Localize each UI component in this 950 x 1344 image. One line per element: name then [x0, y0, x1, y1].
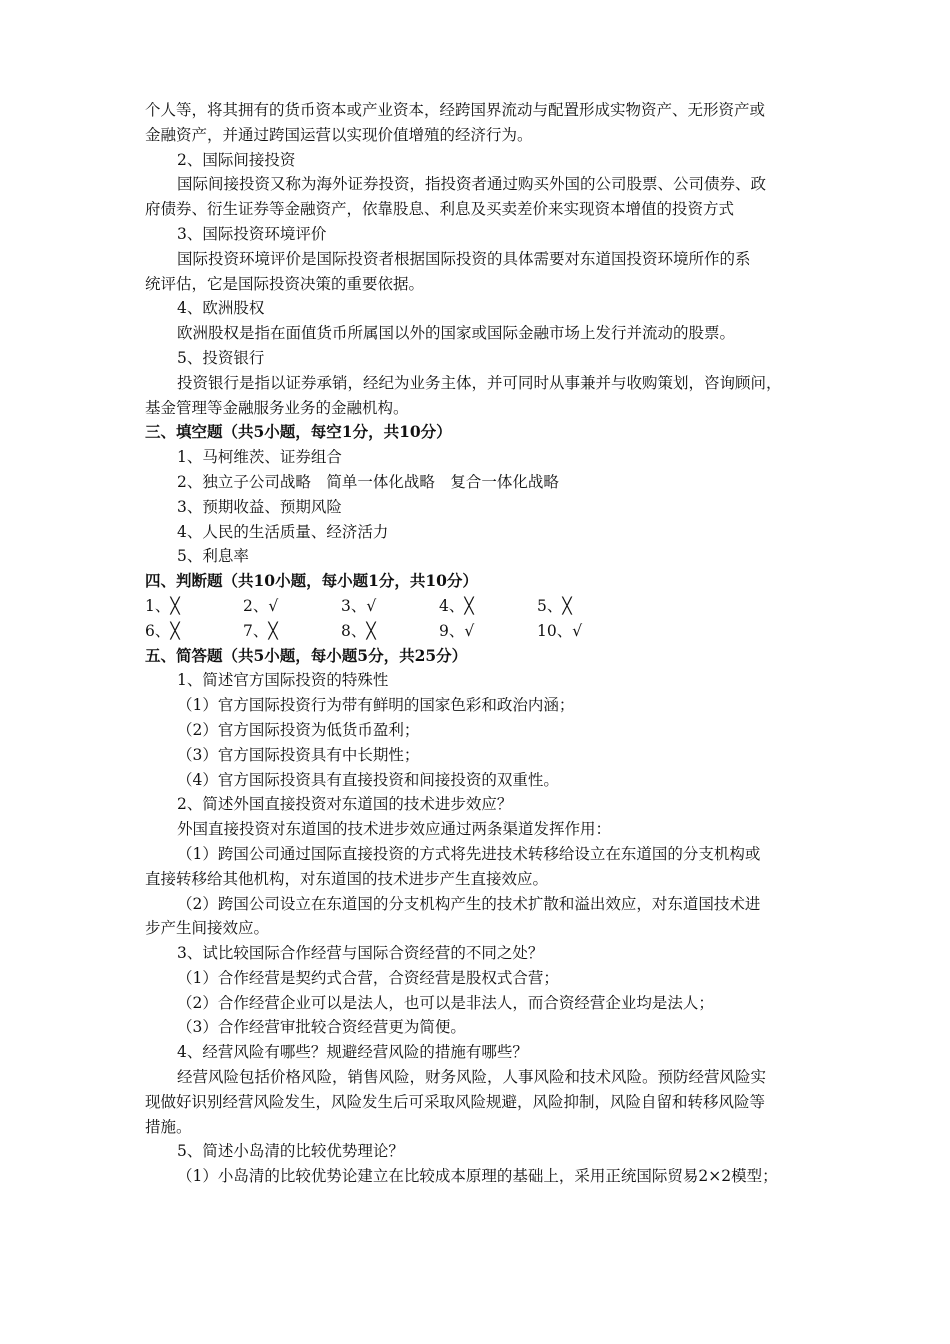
text-line: 步产生间接效应。 [145, 919, 270, 938]
judge-answer: 2、√ [243, 596, 279, 615]
judge-answer: 1、╳ [145, 596, 180, 615]
text-line: 基金管理等金融服务业务的金融机构。 [145, 398, 409, 417]
judge-row-1 [145, 594, 815, 619]
question-heading: 2、简述外国直接投资对东道国的技术进步效应？ [177, 795, 513, 814]
text-line: 国际间接投资又称为海外证券投资，指投资者通过购买外国的公司股票、公司债券、政 [177, 175, 767, 194]
answer-line: 2、独立子公司战略 简单一体化战略 复合一体化战略 [177, 472, 559, 491]
text-line: （2）官方国际投资为低货币盈利； [177, 720, 420, 739]
document-page [145, 98, 815, 1189]
question-heading: 3、试比较国际合作经营与国际合资经营的不同之处？ [177, 944, 544, 963]
text-line: （3）官方国际投资具有中长期性； [177, 745, 420, 764]
question-heading: 4、经营风险有哪些？规避经营风险的措施有哪些？ [177, 1043, 528, 1062]
text-line: （4）官方国际投资具有直接投资和间接投资的双重性。 [177, 770, 559, 789]
answer-line: 1、马柯维茨、证券组合 [177, 448, 342, 467]
text-line: （2）合作经营企业可以是法人，也可以是非法人，而合资经营企业均是法人； [177, 993, 714, 1012]
text-line: 经营风险包括价格风险，销售风险，财务风险，人事风险和技术风险。预防经营风险实 [177, 1068, 767, 1087]
text-line: 直接转移给其他机构，对东道国的技术进步产生直接效应。 [145, 869, 549, 888]
text-line: （2）跨国公司设立在东道国的分支机构产生的技术扩散和溢出效应，对东道国技术进 [177, 894, 761, 913]
text-line: （1）官方国际投资行为带有鲜明的国家色彩和政治内涵； [177, 696, 575, 715]
text-line: 现做好识别经营风险发生，风险发生后可采取风险规避，风险抑制，风险自留和转移风险等 [145, 1092, 766, 1111]
section-heading-fill-blank: 三、填空题（共5小题，每空1分，共10分） [145, 422, 452, 442]
judge-row-2 [145, 619, 815, 644]
text-line: 金融资产，并通过跨国运营以实现价值增殖的经济行为。 [145, 125, 533, 144]
judge-answer: 9、√ [439, 621, 475, 640]
text-line: 个人等，将其拥有的货币资本或产业资本，经跨国界流动与配置形成实物资产、无形资产或 [145, 101, 766, 119]
text-line: （1）小岛清的比较优势论建立在比较成本原理的基础上，采用正统国际贸易2×2模型； [177, 1167, 778, 1186]
judge-answer: 5、╳ [537, 596, 572, 615]
item-heading: 3、国际投资环境评价 [177, 224, 327, 243]
item-heading: 4、欧洲股权 [177, 299, 265, 318]
answer-line: 4、人民的生活质量、经济活力 [177, 522, 389, 541]
judge-answer: 3、√ [341, 596, 377, 615]
section-heading-short-answer: 五、简答题（共5小题，每小题5分，共25分） [145, 645, 468, 665]
answer-line: 3、预期收益、预期风险 [177, 497, 342, 516]
text-line: （1）合作经营是契约式合营，合资经营是股权式合营； [177, 968, 559, 987]
item-heading: 5、投资银行 [177, 348, 265, 367]
item-heading: 2、国际间接投资 [177, 150, 296, 169]
text-line: 国际投资环境评价是国际投资者根据国际投资的具体需要对东道国投资环境所作的系 [177, 249, 751, 268]
text-line: 统评估，它是国际投资决策的重要依据。 [145, 274, 425, 293]
text-line: 欧洲股权是指在面值货币所属国以外的国家或国际金融市场上发行并流动的股票。 [177, 324, 736, 343]
answer-line: 5、利息率 [177, 547, 249, 566]
question-heading: 5、简述小岛清的比较优势理论？ [177, 1142, 404, 1161]
text-line: 投资银行是指以证券承销，经纪为业务主体，并可同时从事兼并与收购策划，咨询顾问， [177, 373, 782, 392]
judge-answer: 4、╳ [439, 596, 474, 615]
judge-answer: 10、√ [537, 621, 583, 640]
section-heading-true-false: 四、判断题（共10小题，每小题1分，共10分） [145, 571, 478, 591]
text-line: （3）合作经营审批较合资经营更为简便。 [177, 1018, 466, 1037]
text-line: 措施。 [145, 1117, 192, 1136]
text-line: 府债券、衍生证券等金融资产，依靠股息、利息及买卖差价来实现资本增值的投资方式 [145, 200, 735, 219]
judge-answer: 7、╳ [243, 621, 278, 640]
judge-answer: 8、╳ [341, 621, 376, 640]
text-line: 外国直接投资对东道国的技术进步效应通过两条渠道发挥作用： [177, 820, 612, 839]
text-line: （1）跨国公司通过国际直接投资的方式将先进技术转移给设立在东道国的分支机构或 [177, 844, 761, 863]
question-heading: 1、简述官方国际投资的特殊性 [177, 671, 389, 690]
judge-answer: 6、╳ [145, 621, 180, 640]
